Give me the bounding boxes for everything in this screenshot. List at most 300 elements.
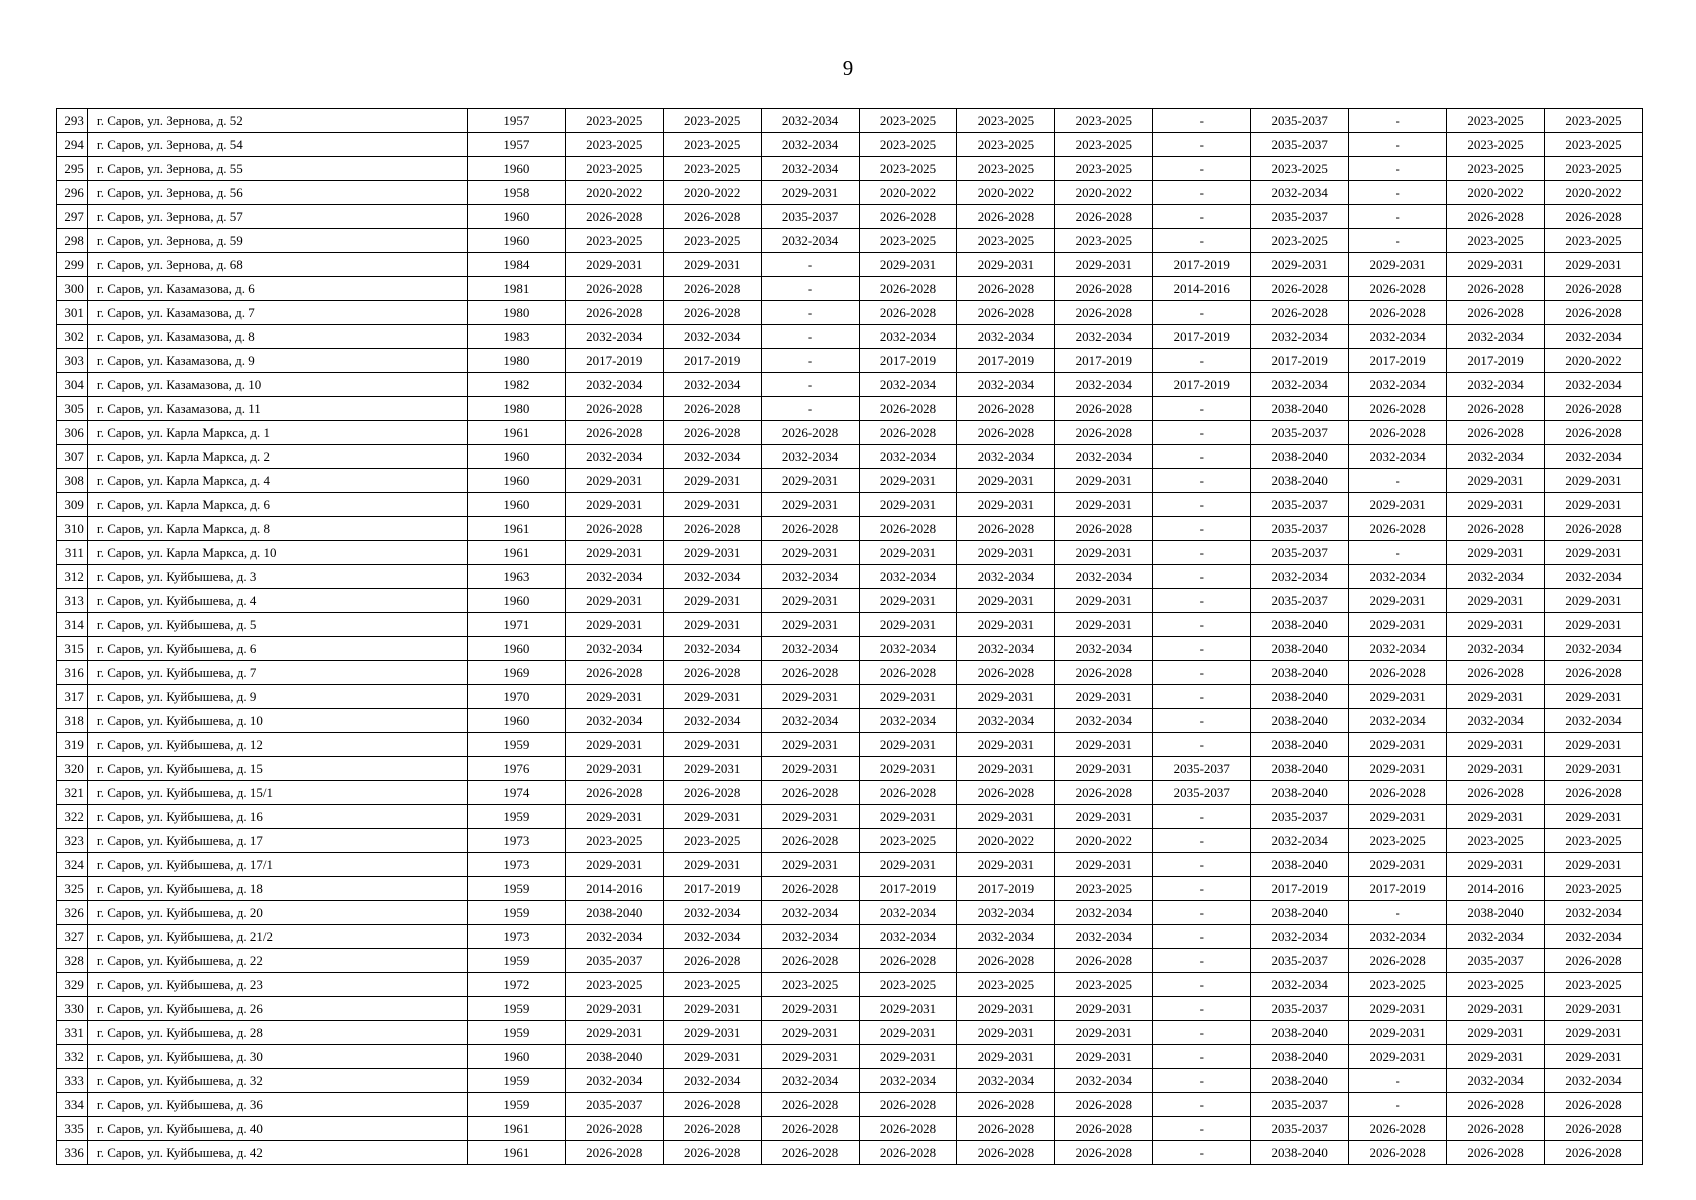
page-number: 9 xyxy=(842,56,854,80)
repair-period-cell: 2032-2034 xyxy=(1447,445,1545,469)
row-number-cell: 306 xyxy=(57,421,88,445)
address-cell: г. Саров, ул. Куйбышева, д. 16 xyxy=(87,805,467,829)
repair-period-cell: 2029-2031 xyxy=(1055,1021,1153,1045)
repair-period-cell: 2035-2037 xyxy=(1251,109,1349,133)
table-row xyxy=(57,157,1643,181)
table-row xyxy=(57,877,1643,901)
repair-period-cell: 2032-2034 xyxy=(957,637,1055,661)
repair-period-cell: 2026-2028 xyxy=(1055,661,1153,685)
repair-period-cell: 2026-2028 xyxy=(1447,1141,1545,1165)
repair-period-cell: - xyxy=(1349,541,1447,565)
repair-period-cell: 2029-2031 xyxy=(761,1021,859,1045)
repair-period-cell: - xyxy=(1349,205,1447,229)
repair-period-cell: 2032-2034 xyxy=(1447,565,1545,589)
repair-period-cell: 2020-2022 xyxy=(1447,181,1545,205)
repair-period-cell: - xyxy=(1153,829,1251,853)
row-number-cell: 327 xyxy=(57,925,88,949)
table-row xyxy=(57,853,1643,877)
repair-period-cell: 2032-2034 xyxy=(957,445,1055,469)
repair-period-cell: 2029-2031 xyxy=(565,853,663,877)
row-number-cell: 297 xyxy=(57,205,88,229)
repair-period-cell: 2032-2034 xyxy=(957,325,1055,349)
row-number-cell: 334 xyxy=(57,1093,88,1117)
repair-period-cell: - xyxy=(1153,1117,1251,1141)
repair-period-cell: 2026-2028 xyxy=(957,1093,1055,1117)
repair-period-cell: - xyxy=(1153,589,1251,613)
repair-period-cell: 2035-2037 xyxy=(1251,517,1349,541)
repair-period-cell: 2029-2031 xyxy=(957,685,1055,709)
repair-period-cell: 2029-2031 xyxy=(1447,853,1545,877)
table-row xyxy=(57,373,1643,397)
repair-period-cell: - xyxy=(1349,469,1447,493)
repair-period-cell: - xyxy=(1153,397,1251,421)
year-built-cell: 1972 xyxy=(467,973,565,997)
repair-period-cell: 2029-2031 xyxy=(1055,253,1153,277)
table-row xyxy=(57,589,1643,613)
repair-period-cell: 2038-2040 xyxy=(565,901,663,925)
table-row xyxy=(57,757,1643,781)
repair-period-cell: 2026-2028 xyxy=(1055,397,1153,421)
repair-period-cell: 2029-2031 xyxy=(1055,541,1153,565)
repair-period-cell: 2026-2028 xyxy=(565,397,663,421)
repair-period-cell: 2038-2040 xyxy=(1251,1045,1349,1069)
repair-period-cell: 2038-2040 xyxy=(1251,901,1349,925)
table-row xyxy=(57,493,1643,517)
repair-period-cell: 2029-2031 xyxy=(663,589,761,613)
repair-period-cell: 2026-2028 xyxy=(859,949,957,973)
address-cell: г. Саров, ул. Зернова, д. 54 xyxy=(87,133,467,157)
repair-period-cell: 2026-2028 xyxy=(663,781,761,805)
repair-period-cell: 2029-2031 xyxy=(1545,685,1643,709)
table-row xyxy=(57,1021,1643,1045)
row-number-cell: 295 xyxy=(57,157,88,181)
repair-period-cell: - xyxy=(1153,445,1251,469)
repair-period-cell: 2032-2034 xyxy=(957,373,1055,397)
repair-period-cell: 2023-2025 xyxy=(565,973,663,997)
repair-period-cell: - xyxy=(1153,901,1251,925)
address-cell: г. Саров, ул. Куйбышева, д. 6 xyxy=(87,637,467,661)
repair-period-cell: 2029-2031 xyxy=(663,757,761,781)
repair-period-cell: 2026-2028 xyxy=(663,301,761,325)
repair-period-cell: 2032-2034 xyxy=(1447,325,1545,349)
repair-period-cell: 2029-2031 xyxy=(565,613,663,637)
year-built-cell: 1973 xyxy=(467,853,565,877)
repair-period-cell: 2032-2034 xyxy=(565,637,663,661)
row-number-cell: 320 xyxy=(57,757,88,781)
repair-period-cell: 2032-2034 xyxy=(1545,1069,1643,1093)
repair-period-cell: 2029-2031 xyxy=(1251,253,1349,277)
repair-period-cell: 2032-2034 xyxy=(761,901,859,925)
repair-period-cell: - xyxy=(1153,1093,1251,1117)
repair-period-cell: 2026-2028 xyxy=(761,1093,859,1117)
repair-period-cell: - xyxy=(1153,565,1251,589)
year-built-cell: 1973 xyxy=(467,925,565,949)
row-number-cell: 311 xyxy=(57,541,88,565)
table-row xyxy=(57,1141,1643,1165)
repair-period-cell: 2026-2028 xyxy=(1447,421,1545,445)
repair-period-cell: 2032-2034 xyxy=(663,637,761,661)
repair-period-cell: 2029-2031 xyxy=(1447,685,1545,709)
year-built-cell: 1970 xyxy=(467,685,565,709)
repair-period-cell: 2023-2025 xyxy=(1447,157,1545,181)
year-built-cell: 1974 xyxy=(467,781,565,805)
repair-period-cell: 2032-2034 xyxy=(1349,565,1447,589)
repair-period-cell: 2029-2031 xyxy=(663,541,761,565)
repair-period-cell: 2029-2031 xyxy=(1545,589,1643,613)
repair-period-cell: 2026-2028 xyxy=(1055,781,1153,805)
row-number-cell: 301 xyxy=(57,301,88,325)
repair-period-cell: 2032-2034 xyxy=(1251,925,1349,949)
repair-period-cell: 2023-2025 xyxy=(1055,973,1153,997)
repair-period-cell: - xyxy=(1153,1045,1251,1069)
address-cell: г. Саров, ул. Куйбышева, д. 5 xyxy=(87,613,467,637)
year-built-cell: 1969 xyxy=(467,661,565,685)
repair-period-cell: - xyxy=(1153,805,1251,829)
repair-period-cell: 2026-2028 xyxy=(761,517,859,541)
repair-period-cell: 2029-2031 xyxy=(957,1021,1055,1045)
repair-period-cell: 2023-2025 xyxy=(663,109,761,133)
repair-period-cell: 2023-2025 xyxy=(1251,157,1349,181)
repair-period-cell: 2029-2031 xyxy=(761,997,859,1021)
table-row xyxy=(57,349,1643,373)
repair-period-cell: 2023-2025 xyxy=(1545,109,1643,133)
repair-period-cell: 2017-2019 xyxy=(1055,349,1153,373)
repair-period-cell: 2029-2031 xyxy=(1545,493,1643,517)
repair-period-cell: 2026-2028 xyxy=(1349,277,1447,301)
repair-period-cell: 2038-2040 xyxy=(1251,781,1349,805)
repair-period-cell: 2026-2028 xyxy=(1545,661,1643,685)
repair-period-cell: 2026-2028 xyxy=(565,301,663,325)
year-built-cell: 1984 xyxy=(467,253,565,277)
repair-period-cell: 2020-2022 xyxy=(957,181,1055,205)
repair-period-cell: 2026-2028 xyxy=(565,1117,663,1141)
repair-period-cell: 2029-2031 xyxy=(957,253,1055,277)
repair-period-cell: 2023-2025 xyxy=(859,829,957,853)
repair-period-cell: 2032-2034 xyxy=(957,1069,1055,1093)
repair-period-cell: 2035-2037 xyxy=(1251,949,1349,973)
address-cell: г. Саров, ул. Куйбышева, д. 15/1 xyxy=(87,781,467,805)
repair-period-cell: 2017-2019 xyxy=(859,349,957,373)
table-row xyxy=(57,421,1643,445)
repair-period-cell: 2017-2019 xyxy=(1153,373,1251,397)
table-body xyxy=(57,109,1643,1165)
repair-period-cell: 2026-2028 xyxy=(1447,397,1545,421)
address-cell: г. Саров, ул. Куйбышева, д. 17/1 xyxy=(87,853,467,877)
year-built-cell: 1959 xyxy=(467,733,565,757)
address-cell: г. Саров, ул. Карла Маркса, д. 10 xyxy=(87,541,467,565)
table-row xyxy=(57,925,1643,949)
repair-period-cell: 2023-2025 xyxy=(1545,829,1643,853)
repair-period-cell: 2026-2028 xyxy=(859,421,957,445)
repair-period-cell: 2029-2031 xyxy=(1349,1045,1447,1069)
repair-period-cell: - xyxy=(1153,949,1251,973)
repair-period-cell: 2029-2031 xyxy=(663,997,761,1021)
repair-period-cell: - xyxy=(1153,685,1251,709)
repair-period-cell: 2032-2034 xyxy=(1349,373,1447,397)
repair-period-cell: 2020-2022 xyxy=(957,829,1055,853)
repair-period-cell: - xyxy=(1153,877,1251,901)
repair-period-cell: 2032-2034 xyxy=(565,445,663,469)
repair-period-cell: 2029-2031 xyxy=(663,1045,761,1069)
repair-period-cell: 2029-2031 xyxy=(957,757,1055,781)
repair-period-cell: 2029-2031 xyxy=(565,253,663,277)
repair-period-cell: 2017-2019 xyxy=(1349,349,1447,373)
repair-period-cell: 2029-2031 xyxy=(1349,1021,1447,1045)
row-number-cell: 304 xyxy=(57,373,88,397)
repair-period-cell: 2026-2028 xyxy=(859,661,957,685)
repair-period-cell: 2023-2025 xyxy=(859,229,957,253)
repair-period-cell: 2023-2025 xyxy=(565,229,663,253)
repair-period-cell: 2026-2028 xyxy=(859,205,957,229)
repair-period-cell: 2026-2028 xyxy=(565,421,663,445)
table-row xyxy=(57,181,1643,205)
repair-period-cell: 2029-2031 xyxy=(761,1045,859,1069)
address-cell: г. Саров, ул. Карла Маркса, д. 4 xyxy=(87,469,467,493)
repair-period-cell: 2038-2040 xyxy=(1251,1021,1349,1045)
repair-period-cell: - xyxy=(1349,229,1447,253)
repair-period-cell: 2023-2025 xyxy=(1251,229,1349,253)
repair-period-cell: 2023-2025 xyxy=(1447,109,1545,133)
repair-period-cell: 2026-2028 xyxy=(957,1117,1055,1141)
repair-period-cell: 2032-2034 xyxy=(1055,565,1153,589)
repair-period-cell: 2020-2022 xyxy=(1055,181,1153,205)
repair-period-cell: 2032-2034 xyxy=(1545,445,1643,469)
address-cell: г. Саров, ул. Куйбышева, д. 26 xyxy=(87,997,467,1021)
repair-period-cell: 2029-2031 xyxy=(565,469,663,493)
repair-period-cell: - xyxy=(1153,709,1251,733)
repair-period-cell: 2026-2028 xyxy=(1447,517,1545,541)
repair-period-cell: 2032-2034 xyxy=(1349,445,1447,469)
repair-period-cell: 2032-2034 xyxy=(565,565,663,589)
address-cell: г. Саров, ул. Казамазова, д. 7 xyxy=(87,301,467,325)
address-cell: г. Саров, ул. Казамазова, д. 10 xyxy=(87,373,467,397)
repair-period-cell: 2035-2037 xyxy=(1251,805,1349,829)
repair-period-cell: 2029-2031 xyxy=(1447,733,1545,757)
repair-period-cell: - xyxy=(761,301,859,325)
year-built-cell: 1980 xyxy=(467,301,565,325)
repair-period-cell: 2029-2031 xyxy=(1545,1045,1643,1069)
repair-period-cell: 2017-2019 xyxy=(1153,325,1251,349)
repair-period-cell: 2023-2025 xyxy=(1447,829,1545,853)
repair-period-cell: 2023-2025 xyxy=(1055,133,1153,157)
row-number-cell: 329 xyxy=(57,973,88,997)
repair-period-cell: 2026-2028 xyxy=(1055,421,1153,445)
repair-period-cell: 2023-2025 xyxy=(663,973,761,997)
table-row xyxy=(57,829,1643,853)
repair-period-cell: 2029-2031 xyxy=(1447,1021,1545,1045)
repair-period-cell: 2029-2031 xyxy=(761,805,859,829)
repair-period-cell: 2029-2031 xyxy=(565,1021,663,1045)
repair-period-cell: - xyxy=(761,349,859,373)
repair-period-cell: 2014-2016 xyxy=(1447,877,1545,901)
row-number-cell: 333 xyxy=(57,1069,88,1093)
repair-period-cell: 2029-2031 xyxy=(761,541,859,565)
repair-period-cell: 2029-2031 xyxy=(565,757,663,781)
repair-period-cell: 2023-2025 xyxy=(663,829,761,853)
repair-period-cell: 2029-2031 xyxy=(663,733,761,757)
repair-period-cell: 2029-2031 xyxy=(1055,997,1153,1021)
repair-period-cell: 2035-2037 xyxy=(1251,589,1349,613)
repair-period-cell: 2023-2025 xyxy=(565,829,663,853)
repair-period-cell: 2017-2019 xyxy=(663,349,761,373)
repair-period-cell: 2026-2028 xyxy=(565,781,663,805)
repair-period-cell: - xyxy=(1153,1069,1251,1093)
repair-period-cell: 2032-2034 xyxy=(1447,709,1545,733)
year-built-cell: 1980 xyxy=(467,397,565,421)
address-cell: г. Саров, ул. Куйбышева, д. 40 xyxy=(87,1117,467,1141)
repair-period-cell: 2029-2031 xyxy=(1447,253,1545,277)
repair-period-cell: - xyxy=(1153,925,1251,949)
row-number-cell: 316 xyxy=(57,661,88,685)
repair-period-cell: 2029-2031 xyxy=(1055,589,1153,613)
repair-period-cell: 2032-2034 xyxy=(1349,925,1447,949)
repair-period-cell: 2032-2034 xyxy=(761,445,859,469)
table-row xyxy=(57,445,1643,469)
repair-period-cell: 2026-2028 xyxy=(663,397,761,421)
repair-period-cell: 2026-2028 xyxy=(1545,1141,1643,1165)
repair-period-cell: 2032-2034 xyxy=(761,1069,859,1093)
row-number-cell: 307 xyxy=(57,445,88,469)
repair-period-cell: 2023-2025 xyxy=(1545,229,1643,253)
repair-period-cell: 2035-2037 xyxy=(1251,541,1349,565)
repair-period-cell: 2023-2025 xyxy=(957,109,1055,133)
repair-period-cell: 2017-2019 xyxy=(1251,877,1349,901)
repair-period-cell: 2032-2034 xyxy=(859,373,957,397)
repair-period-cell: 2026-2028 xyxy=(565,277,663,301)
repair-period-cell: 2029-2031 xyxy=(859,493,957,517)
repair-period-cell: 2020-2022 xyxy=(1545,349,1643,373)
repair-period-cell: 2032-2034 xyxy=(1055,325,1153,349)
repair-period-cell: 2029-2031 xyxy=(761,853,859,877)
repair-period-cell: - xyxy=(1153,157,1251,181)
repair-period-cell: 2032-2034 xyxy=(1055,925,1153,949)
repair-period-cell: 2026-2028 xyxy=(957,205,1055,229)
repair-period-cell: - xyxy=(1153,301,1251,325)
repair-period-cell: 2026-2028 xyxy=(1055,301,1153,325)
repair-period-cell: - xyxy=(1153,229,1251,253)
row-number-cell: 315 xyxy=(57,637,88,661)
repair-period-cell: 2023-2025 xyxy=(859,133,957,157)
year-built-cell: 1961 xyxy=(467,421,565,445)
repair-period-cell: 2023-2025 xyxy=(859,109,957,133)
repair-period-cell: 2029-2031 xyxy=(1447,613,1545,637)
address-cell: г. Саров, ул. Карла Маркса, д. 1 xyxy=(87,421,467,445)
repair-period-cell: - xyxy=(1349,901,1447,925)
repair-period-cell: 2032-2034 xyxy=(859,637,957,661)
repair-period-cell: 2029-2031 xyxy=(1349,997,1447,1021)
repair-period-cell: - xyxy=(1153,1141,1251,1165)
year-built-cell: 1960 xyxy=(467,205,565,229)
repair-period-cell: 2017-2019 xyxy=(1251,349,1349,373)
address-cell: г. Саров, ул. Куйбышева, д. 20 xyxy=(87,901,467,925)
repair-period-cell: 2032-2034 xyxy=(1055,901,1153,925)
address-cell: г. Саров, ул. Казамазова, д. 6 xyxy=(87,277,467,301)
row-number-cell: 313 xyxy=(57,589,88,613)
table-row xyxy=(57,1117,1643,1141)
repair-period-cell: 2038-2040 xyxy=(1251,613,1349,637)
table-row xyxy=(57,997,1643,1021)
repair-period-cell: 2032-2034 xyxy=(1545,925,1643,949)
repair-period-cell: 2026-2028 xyxy=(1055,277,1153,301)
repair-period-cell: 2029-2031 xyxy=(565,589,663,613)
year-built-cell: 1959 xyxy=(467,901,565,925)
row-number-cell: 323 xyxy=(57,829,88,853)
address-cell: г. Саров, ул. Зернова, д. 59 xyxy=(87,229,467,253)
repair-period-cell: 2029-2031 xyxy=(859,685,957,709)
repair-period-cell: 2035-2037 xyxy=(1251,493,1349,517)
repair-period-cell: 2026-2028 xyxy=(1055,205,1153,229)
repair-period-cell: - xyxy=(1153,517,1251,541)
address-cell: г. Саров, ул. Карла Маркса, д. 2 xyxy=(87,445,467,469)
year-built-cell: 1959 xyxy=(467,805,565,829)
row-number-cell: 299 xyxy=(57,253,88,277)
repair-period-cell: 2029-2031 xyxy=(1349,853,1447,877)
repair-period-cell: 2029-2031 xyxy=(1349,685,1447,709)
repair-period-cell: 2029-2031 xyxy=(1447,493,1545,517)
repair-period-cell: 2032-2034 xyxy=(957,901,1055,925)
repair-period-cell: 2023-2025 xyxy=(1055,877,1153,901)
repair-period-cell: 2026-2028 xyxy=(1349,397,1447,421)
repair-period-cell: - xyxy=(1153,997,1251,1021)
repair-period-cell: 2026-2028 xyxy=(1349,661,1447,685)
repair-period-cell: 2029-2031 xyxy=(761,493,859,517)
repair-period-cell: 2032-2034 xyxy=(1251,325,1349,349)
address-cell: г. Саров, ул. Куйбышева, д. 7 xyxy=(87,661,467,685)
repair-period-cell: 2026-2028 xyxy=(1447,781,1545,805)
repair-period-cell: 2026-2028 xyxy=(859,277,957,301)
repair-period-cell: 2035-2037 xyxy=(1251,133,1349,157)
address-cell: г. Саров, ул. Куйбышева, д. 15 xyxy=(87,757,467,781)
repair-period-cell: 2017-2019 xyxy=(957,877,1055,901)
repair-period-cell: 2026-2028 xyxy=(1055,1141,1153,1165)
repair-period-cell: 2017-2019 xyxy=(1447,349,1545,373)
repair-period-cell: 2020-2022 xyxy=(1545,181,1643,205)
repair-period-cell: 2032-2034 xyxy=(1055,1069,1153,1093)
repair-schedule-table xyxy=(56,108,1643,1165)
repair-period-cell: 2026-2028 xyxy=(565,517,663,541)
repair-period-cell: 2032-2034 xyxy=(1447,373,1545,397)
table-row xyxy=(57,205,1643,229)
year-built-cell: 1963 xyxy=(467,565,565,589)
repair-period-cell: 2029-2031 xyxy=(859,589,957,613)
repair-period-cell: 2026-2028 xyxy=(663,949,761,973)
repair-period-cell: 2029-2031 xyxy=(1447,1045,1545,1069)
address-cell: г. Саров, ул. Куйбышева, д. 28 xyxy=(87,1021,467,1045)
repair-period-cell: 2032-2034 xyxy=(1349,709,1447,733)
repair-period-cell: 2032-2034 xyxy=(1055,445,1153,469)
year-built-cell: 1980 xyxy=(467,349,565,373)
repair-period-cell: - xyxy=(761,397,859,421)
table-row xyxy=(57,949,1643,973)
repair-period-cell: 2029-2031 xyxy=(1545,253,1643,277)
table-row xyxy=(57,805,1643,829)
repair-period-cell: - xyxy=(1349,109,1447,133)
repair-period-cell: 2029-2031 xyxy=(663,1021,761,1045)
repair-period-cell: 2029-2031 xyxy=(1055,757,1153,781)
row-number-cell: 324 xyxy=(57,853,88,877)
repair-period-cell: 2032-2034 xyxy=(761,133,859,157)
repair-period-cell: 2032-2034 xyxy=(565,1069,663,1093)
repair-period-cell: 2029-2031 xyxy=(1055,469,1153,493)
repair-period-cell: - xyxy=(1153,469,1251,493)
repair-period-cell: 2038-2040 xyxy=(1251,637,1349,661)
repair-period-cell: 2026-2028 xyxy=(1349,517,1447,541)
repair-period-cell: 2026-2028 xyxy=(663,277,761,301)
year-built-cell: 1960 xyxy=(467,493,565,517)
address-cell: г. Саров, ул. Куйбышева, д. 3 xyxy=(87,565,467,589)
repair-period-cell: 2029-2031 xyxy=(761,589,859,613)
repair-period-cell: 2032-2034 xyxy=(761,709,859,733)
